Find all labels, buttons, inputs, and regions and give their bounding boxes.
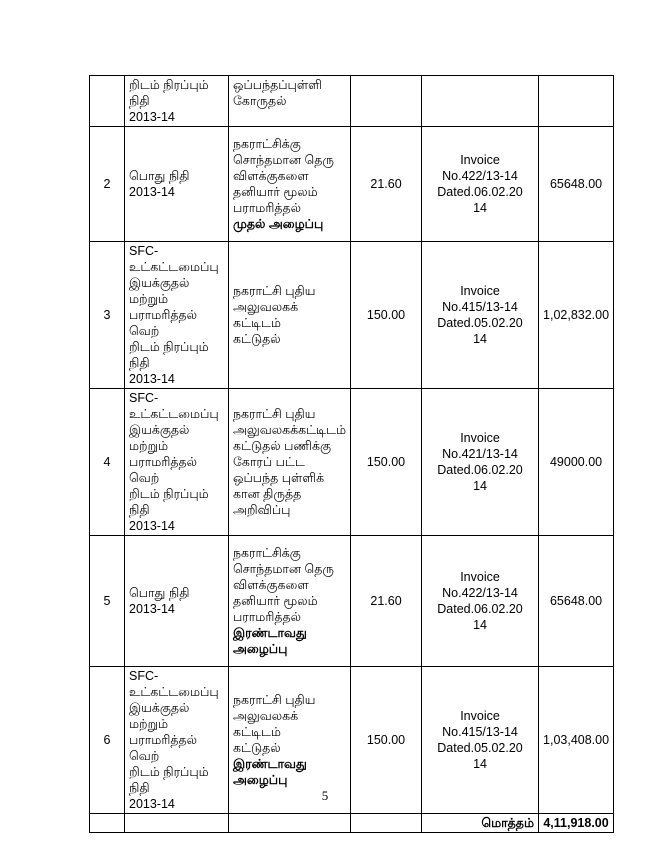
description-cell bbox=[229, 242, 351, 389]
serial-cell bbox=[90, 76, 125, 127]
value-cell: 1,03,408.00 bbox=[539, 667, 614, 814]
serial-cell: 6 bbox=[90, 667, 125, 814]
amount-cell: 150.00 bbox=[351, 389, 422, 536]
amount-cell: 150.00 bbox=[351, 667, 422, 814]
amount-cell: 21.60 bbox=[351, 536, 422, 667]
table-row bbox=[90, 127, 614, 242]
description-cell bbox=[229, 127, 351, 242]
serial-cell: 4 bbox=[90, 389, 125, 536]
invoice-cell: Invoice No.415/13-14 Dated.05.02.20 14 bbox=[422, 242, 539, 389]
invoice-cell bbox=[422, 76, 539, 127]
table-row bbox=[90, 536, 614, 667]
description-text: ஒப்பந்தப்புள்ளி கோருதல் bbox=[233, 78, 322, 108]
description-text: நகராட்சிக்கு சொந்தமான தெரு விளக்குகளை தனியார் மூலம் பராமரித்தல் bbox=[233, 546, 334, 624]
table-row bbox=[90, 389, 614, 536]
description-text: நகராட்சி புதிய அலுவலகக்கட்டிடம் கட்டுதல் பணிக்கு கோரப் பட்ட ஒப்பந்த புள்ளிக் கான திருத்த அறிவிப்பு bbox=[233, 407, 347, 517]
empty-cell bbox=[351, 814, 422, 833]
call-label: இரண்டாவது அழைப்பு bbox=[233, 626, 307, 656]
serial-cell: 3 bbox=[90, 242, 125, 389]
call-label: முதல் அழைப்பு bbox=[233, 217, 324, 231]
invoice-cell: Invoice No.422/13-14 Dated.06.02.20 14 bbox=[422, 536, 539, 667]
invoice-cell: Invoice No.422/13-14 Dated.06.02.20 14 bbox=[422, 127, 539, 242]
invoice-cell: Invoice No.421/13-14 Dated.06.02.20 14 bbox=[422, 389, 539, 536]
fund-source-cell: SFC- உட்கட்டமைப்பு இயக்குதல் மற்றும் பராமரித்தல் வெற் றிடம் நிரப்பும் நிதி 2013-14 bbox=[125, 242, 229, 389]
total-value: 4,11,918.00 bbox=[539, 814, 614, 833]
amount-cell: 150.00 bbox=[351, 242, 422, 389]
serial-cell: 2 bbox=[90, 127, 125, 242]
description-text: நகராட்சி புதிய அலுவலகக் கட்டிடம் கட்டுதல் bbox=[233, 693, 316, 755]
table-row bbox=[90, 76, 614, 127]
value-cell: 49000.00 bbox=[539, 389, 614, 536]
description-text: நகராட்சி புதிய அலுவலகக் கட்டிடம் கட்டுதல் bbox=[233, 284, 316, 346]
total-row bbox=[90, 814, 614, 833]
call-label: இரண்டாவது அழைப்பு bbox=[233, 757, 307, 787]
empty-cell bbox=[125, 814, 229, 833]
fund-source-cell: பொது நிதி 2013-14 bbox=[125, 127, 229, 242]
invoice-cell: Invoice No.415/13-14 Dated.05.02.20 14 bbox=[422, 667, 539, 814]
description-cell bbox=[229, 76, 351, 127]
value-cell: 65648.00 bbox=[539, 536, 614, 667]
fund-source-cell: றிடம் நிரப்பும் நிதி 2013-14 bbox=[125, 76, 229, 127]
empty-cell bbox=[90, 814, 125, 833]
fund-source-cell: SFC- உட்கட்டமைப்பு இயக்குதல் மற்றும் பராமரித்தல் வெற் றிடம் நிரப்பும் நிதி 2013-14 bbox=[125, 389, 229, 536]
amount-cell: 21.60 bbox=[351, 127, 422, 242]
amount-cell bbox=[351, 76, 422, 127]
empty-cell bbox=[229, 814, 351, 833]
description-cell bbox=[229, 389, 351, 536]
description-cell bbox=[229, 536, 351, 667]
document-table bbox=[89, 75, 614, 833]
table-row bbox=[90, 242, 614, 389]
total-label: மொத்தம் bbox=[422, 814, 539, 833]
fund-source-cell: SFC- உட்கட்டமைப்பு இயக்குதல் மற்றும் பராமரித்தல் வெற் றிடம் நிரப்பும் நிதி 2013-14 bbox=[125, 667, 229, 814]
page-number: 5 bbox=[321, 788, 329, 803]
serial-cell: 5 bbox=[90, 536, 125, 667]
value-cell: 65648.00 bbox=[539, 127, 614, 242]
description-text: நகராட்சிக்கு சொந்தமான தெரு விளக்குகளை தனியார் மூலம் பராமரித்தல் bbox=[233, 137, 334, 215]
fund-source-cell: பொது நிதி 2013-14 bbox=[125, 536, 229, 667]
value-cell: 1,02,832.00 bbox=[539, 242, 614, 389]
value-cell bbox=[539, 76, 614, 127]
